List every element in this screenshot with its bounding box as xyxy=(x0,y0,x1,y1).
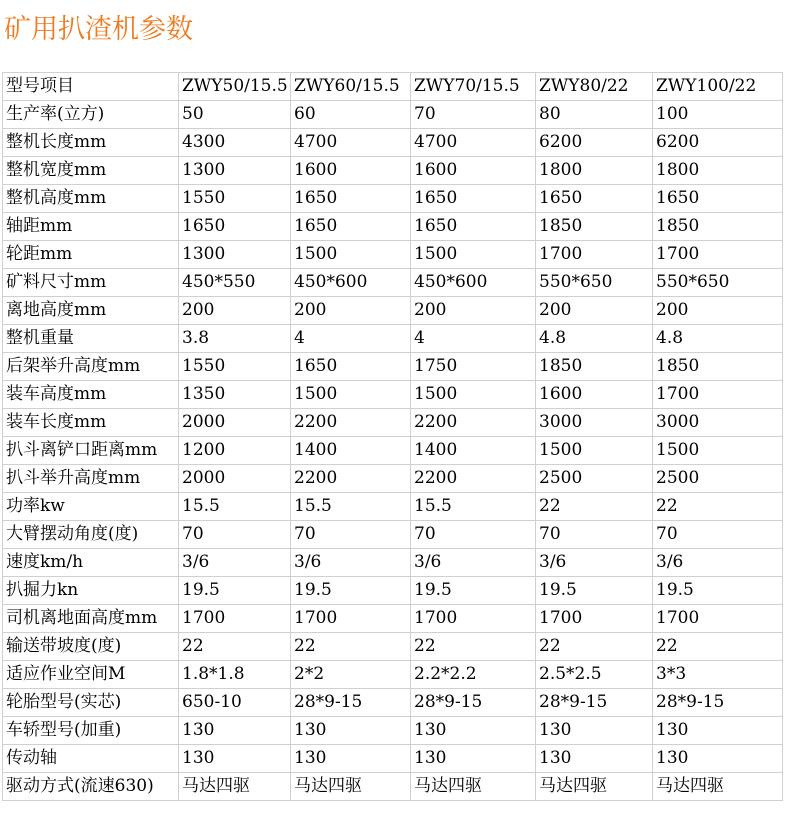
value-cell: 3.8 xyxy=(179,325,291,353)
value-cell: 1400 xyxy=(411,437,536,465)
row-label-cell: 适应作业空间M xyxy=(3,661,179,689)
value-cell: 19.5 xyxy=(291,577,411,605)
value-cell: 450*600 xyxy=(291,269,411,297)
row-label-cell: 整机长度mm xyxy=(3,129,179,157)
row-label-cell: 扒斗离铲口距离mm xyxy=(3,437,179,465)
row-label-cell: 生产率(立方) xyxy=(3,101,179,129)
value-cell: 3*3 xyxy=(653,661,783,689)
row-label-cell: 后架举升高度mm xyxy=(3,353,179,381)
value-cell: 200 xyxy=(653,297,783,325)
value-cell: 70 xyxy=(653,521,783,549)
value-cell: 130 xyxy=(653,745,783,773)
value-cell: 28*9-15 xyxy=(536,689,653,717)
value-cell: 1650 xyxy=(179,213,291,241)
value-cell: 1700 xyxy=(536,605,653,633)
value-cell: 200 xyxy=(411,297,536,325)
value-cell: 1850 xyxy=(653,213,783,241)
table-row xyxy=(3,689,783,717)
spec-table xyxy=(2,72,783,801)
value-cell: 3/6 xyxy=(179,549,291,577)
row-label-cell: 矿料尺寸mm xyxy=(3,269,179,297)
value-cell: 19.5 xyxy=(653,577,783,605)
value-cell: 1500 xyxy=(653,437,783,465)
table-row xyxy=(3,773,783,801)
value-cell: 19.5 xyxy=(411,577,536,605)
value-cell: 1650 xyxy=(291,353,411,381)
row-label-cell: 装车高度mm xyxy=(3,381,179,409)
value-cell: 2000 xyxy=(179,409,291,437)
row-label-cell: 输送带坡度(度) xyxy=(3,633,179,661)
table-row xyxy=(3,325,783,353)
value-cell: 3000 xyxy=(653,409,783,437)
value-cell: 22 xyxy=(536,633,653,661)
value-cell: 1.8*1.8 xyxy=(179,661,291,689)
row-label-cell: 轮距mm xyxy=(3,241,179,269)
value-cell: 15.5 xyxy=(291,493,411,521)
value-cell: 1550 xyxy=(179,185,291,213)
value-cell: 4300 xyxy=(179,129,291,157)
value-cell: 1650 xyxy=(291,185,411,213)
value-cell: 28*9-15 xyxy=(653,689,783,717)
table-row xyxy=(3,101,783,129)
value-cell: 4.8 xyxy=(536,325,653,353)
value-cell: 1300 xyxy=(179,241,291,269)
value-cell: 1650 xyxy=(536,185,653,213)
value-cell: 1700 xyxy=(653,605,783,633)
value-cell: 6200 xyxy=(536,129,653,157)
page-title: 矿用扒渣机参数 xyxy=(4,14,193,45)
table-row xyxy=(3,381,783,409)
value-cell: 1400 xyxy=(291,437,411,465)
table-row xyxy=(3,745,783,773)
header-cell: ZWY50/15.5 xyxy=(179,73,291,101)
value-cell: 马达四驱 xyxy=(653,773,783,801)
table-row xyxy=(3,409,783,437)
value-cell: 19.5 xyxy=(536,577,653,605)
value-cell: 马达四驱 xyxy=(536,773,653,801)
value-cell: 马达四驱 xyxy=(411,773,536,801)
value-cell: 马达四驱 xyxy=(291,773,411,801)
value-cell: 200 xyxy=(291,297,411,325)
value-cell: 550*650 xyxy=(536,269,653,297)
value-cell: 70 xyxy=(411,521,536,549)
value-cell: 1650 xyxy=(291,213,411,241)
value-cell: 1800 xyxy=(536,157,653,185)
value-cell: 1800 xyxy=(653,157,783,185)
table-row xyxy=(3,437,783,465)
value-cell: 70 xyxy=(291,521,411,549)
value-cell: 1700 xyxy=(291,605,411,633)
row-label-cell: 整机高度mm xyxy=(3,185,179,213)
value-cell: 1500 xyxy=(411,381,536,409)
value-cell: 1600 xyxy=(411,157,536,185)
value-cell: 28*9-15 xyxy=(411,689,536,717)
value-cell: 60 xyxy=(291,101,411,129)
value-cell: 4.8 xyxy=(653,325,783,353)
value-cell: 3/6 xyxy=(411,549,536,577)
value-cell: 70 xyxy=(179,521,291,549)
table-row xyxy=(3,269,783,297)
value-cell: 1550 xyxy=(179,353,291,381)
value-cell: 130 xyxy=(291,745,411,773)
value-cell: 1850 xyxy=(536,353,653,381)
row-label-cell: 轮胎型号(实芯) xyxy=(3,689,179,717)
value-cell: 22 xyxy=(291,633,411,661)
value-cell: 650-10 xyxy=(179,689,291,717)
value-cell: 100 xyxy=(653,101,783,129)
value-cell: 130 xyxy=(536,745,653,773)
header-cell: ZWY100/22 xyxy=(653,73,783,101)
value-cell: 3/6 xyxy=(653,549,783,577)
value-cell: 1700 xyxy=(411,605,536,633)
header-cell: ZWY60/15.5 xyxy=(291,73,411,101)
value-cell: 1500 xyxy=(411,241,536,269)
value-cell: 1700 xyxy=(536,241,653,269)
table-row xyxy=(3,157,783,185)
value-cell: 4700 xyxy=(291,129,411,157)
value-cell: 1850 xyxy=(536,213,653,241)
row-label-cell: 驱动方式(流速630) xyxy=(3,773,179,801)
value-cell: 19.5 xyxy=(179,577,291,605)
row-label-cell: 扒掘力kn xyxy=(3,577,179,605)
value-cell: 1700 xyxy=(653,381,783,409)
spec-table-body xyxy=(3,73,783,801)
value-cell: 1500 xyxy=(291,381,411,409)
table-row xyxy=(3,521,783,549)
value-cell: 130 xyxy=(536,717,653,745)
table-row xyxy=(3,213,783,241)
value-cell: 22 xyxy=(411,633,536,661)
row-label-cell: 速度km/h xyxy=(3,549,179,577)
value-cell: 80 xyxy=(536,101,653,129)
value-cell: 130 xyxy=(653,717,783,745)
value-cell: 200 xyxy=(536,297,653,325)
value-cell: 4 xyxy=(411,325,536,353)
row-label-cell: 司机离地面高度mm xyxy=(3,605,179,633)
row-label-cell: 功率kw xyxy=(3,493,179,521)
table-row xyxy=(3,493,783,521)
table-row xyxy=(3,605,783,633)
value-cell: 马达四驱 xyxy=(179,773,291,801)
value-cell: 130 xyxy=(411,745,536,773)
value-cell: 15.5 xyxy=(411,493,536,521)
row-label-cell: 整机宽度mm xyxy=(3,157,179,185)
row-label-cell: 大臂摆动角度(度) xyxy=(3,521,179,549)
row-label-cell: 传动轴 xyxy=(3,745,179,773)
value-cell: 1200 xyxy=(179,437,291,465)
table-row xyxy=(3,549,783,577)
value-cell: 3/6 xyxy=(536,549,653,577)
value-cell: 70 xyxy=(536,521,653,549)
value-cell: 450*550 xyxy=(179,269,291,297)
value-cell: 70 xyxy=(411,101,536,129)
value-cell: 6200 xyxy=(653,129,783,157)
row-label-cell: 离地高度mm xyxy=(3,297,179,325)
header-cell: ZWY80/22 xyxy=(536,73,653,101)
table-row xyxy=(3,353,783,381)
table-row xyxy=(3,465,783,493)
value-cell: 450*600 xyxy=(411,269,536,297)
table-row xyxy=(3,717,783,745)
value-cell: 1300 xyxy=(179,157,291,185)
value-cell: 2200 xyxy=(291,465,411,493)
value-cell: 22 xyxy=(536,493,653,521)
table-row xyxy=(3,661,783,689)
value-cell: 4700 xyxy=(411,129,536,157)
row-label-cell: 车轿型号(加重) xyxy=(3,717,179,745)
value-cell: 130 xyxy=(179,717,291,745)
value-cell: 1650 xyxy=(411,213,536,241)
value-cell: 1500 xyxy=(291,241,411,269)
value-cell: 2500 xyxy=(536,465,653,493)
value-cell: 2000 xyxy=(179,465,291,493)
table-row xyxy=(3,241,783,269)
value-cell: 130 xyxy=(411,717,536,745)
value-cell: 2.2*2.2 xyxy=(411,661,536,689)
value-cell: 1750 xyxy=(411,353,536,381)
table-row xyxy=(3,577,783,605)
value-cell: 130 xyxy=(179,745,291,773)
value-cell: 4 xyxy=(291,325,411,353)
value-cell: 130 xyxy=(291,717,411,745)
value-cell: 1700 xyxy=(179,605,291,633)
table-header-row xyxy=(3,73,783,101)
header-cell: 型号项目 xyxy=(3,73,179,101)
row-label-cell: 轴距mm xyxy=(3,213,179,241)
value-cell: 28*9-15 xyxy=(291,689,411,717)
value-cell: 3/6 xyxy=(291,549,411,577)
value-cell: 3000 xyxy=(536,409,653,437)
table-row xyxy=(3,633,783,661)
value-cell: 1600 xyxy=(536,381,653,409)
value-cell: 2.5*2.5 xyxy=(536,661,653,689)
table-row xyxy=(3,129,783,157)
value-cell: 22 xyxy=(653,633,783,661)
value-cell: 1600 xyxy=(291,157,411,185)
value-cell: 50 xyxy=(179,101,291,129)
value-cell: 22 xyxy=(179,633,291,661)
row-label-cell: 装车长度mm xyxy=(3,409,179,437)
row-label-cell: 整机重量 xyxy=(3,325,179,353)
value-cell: 15.5 xyxy=(179,493,291,521)
header-cell: ZWY70/15.5 xyxy=(411,73,536,101)
value-cell: 1650 xyxy=(653,185,783,213)
row-label-cell: 扒斗举升高度mm xyxy=(3,465,179,493)
value-cell: 2500 xyxy=(653,465,783,493)
value-cell: 1650 xyxy=(411,185,536,213)
value-cell: 1500 xyxy=(536,437,653,465)
value-cell: 1350 xyxy=(179,381,291,409)
table-row xyxy=(3,185,783,213)
value-cell: 2200 xyxy=(411,465,536,493)
table-row xyxy=(3,297,783,325)
value-cell: 2200 xyxy=(411,409,536,437)
value-cell: 2*2 xyxy=(291,661,411,689)
value-cell: 1850 xyxy=(653,353,783,381)
value-cell: 550*650 xyxy=(653,269,783,297)
value-cell: 1700 xyxy=(653,241,783,269)
value-cell: 200 xyxy=(179,297,291,325)
value-cell: 22 xyxy=(653,493,783,521)
value-cell: 2200 xyxy=(291,409,411,437)
